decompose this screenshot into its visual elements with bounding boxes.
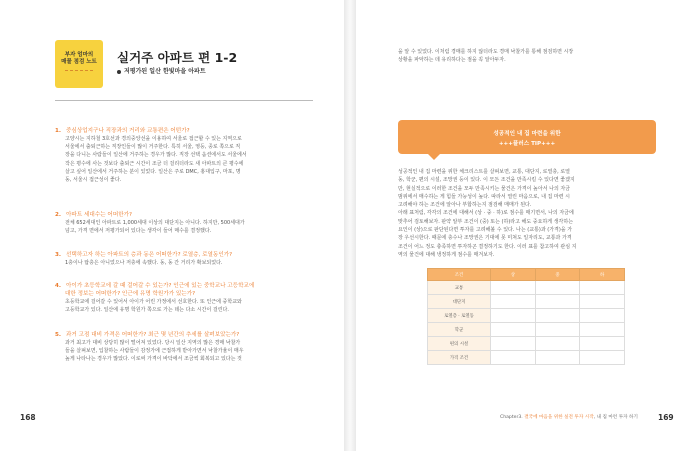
- question-block-4: [55, 282, 315, 314]
- table-row-label: 교통: [428, 281, 491, 295]
- table-row: [428, 323, 625, 337]
- chapter-title: 실거주 아파트 편 1-2: [117, 50, 238, 65]
- table-row-label: 로열층 · 로열동: [428, 309, 491, 323]
- answer-5: 과거 최고가 대비 상당히 많이 떨어져 있었다. 당시 일산 지역의 많은 경매 낙찰가 들을 살펴보면, 입찰하는 사람들이 감정가에 근접하게 받아가면서 낙찰가율이 매우 높게 나타나는 경우가 많았다. 이로써 가격이 바닥에서 조금씩 회복되고 있다는 것: [65, 340, 244, 363]
- badge-dash: [65, 70, 93, 71]
- table-header-cell: 조건: [428, 269, 491, 281]
- table-cell: [535, 309, 580, 323]
- table-row-label: 대단지: [428, 295, 491, 309]
- table-cell: [580, 323, 625, 337]
- answer-3: 1층이나 탑층은 아니었으나 저층에 속했다. 동, 동 간 거리가 확보되었다.: [65, 260, 223, 266]
- table-cell: [491, 281, 536, 295]
- table-row: [428, 337, 625, 351]
- table-cell: [535, 323, 580, 337]
- table-row: [428, 281, 625, 295]
- table-row: [428, 295, 625, 309]
- table-row-label: 편의 시설: [428, 337, 491, 351]
- table-cell: [580, 309, 625, 323]
- condition-table: [427, 268, 625, 365]
- table-row-label: 학군: [428, 323, 491, 337]
- answer-4: 초등학교에 걸어갈 수 있어서 아이가 어린 가정에서 선호한다. 또 인근에 중학교와 고등학교가 있다. 일산에 유명 학원가 쪽으로 가는 데는 다소 시간이 걸린다.: [65, 299, 242, 314]
- question-block-3: [55, 251, 315, 267]
- table-header-row: [428, 269, 625, 281]
- table-header-cell: 중: [535, 269, 580, 281]
- table-cell: [580, 281, 625, 295]
- tip-subtitle: +++플러스 TIP+++: [498, 141, 556, 147]
- badge-line-2: 매물 점검 노트: [61, 59, 97, 65]
- question-block-2: [55, 211, 315, 235]
- table-header-cell: 상: [491, 269, 536, 281]
- chapter-subtitle-text: 저평가된 일산 한빛마을 아파트: [124, 68, 206, 75]
- right-page-number: 169: [658, 413, 674, 422]
- tip-title: 성공적인 내 집 마련을 위한: [493, 131, 561, 137]
- question-1: 1. 중심상업지구나 직장과의 거리와 교통편은 어떤가?: [55, 128, 190, 134]
- badge-line-1: 부자 엄마의: [64, 52, 94, 58]
- left-page-number: 168: [20, 413, 36, 422]
- table-cell: [491, 295, 536, 309]
- table-cell: [580, 337, 625, 351]
- answer-1: 고양시는 지하철 3호선과 경의중앙선을 이용하여 서울로 접근할 수 있는 지역으로 서울에서 출퇴근하는 직장인들이 많이 거주한다. 특히 서울, 영등, 종로 쪽으로 직 장을 다니는 사람들이 일산에 거주하는 경우가 많다. 직장 선택 옵션에서도 서울에서 작은 평수에 사는 것보다 출퇴근 시간이 조금 더 걸리더라도 새 아파트의 큰 평수에 살고 싶어 일산에서 거주하는 분이 있었다. 일산은 주로 DMC, 홍대입구, 마포, 명 동, 서울시 접근성이 좋다.: [65, 136, 247, 184]
- question-4-cont: 대한 정보는 어떠한가? 인근에 유명 학원가가 있는가?: [65, 291, 196, 297]
- chapter-subtitle: [117, 66, 206, 75]
- table-cell: [491, 309, 536, 323]
- table-cell: [535, 295, 580, 309]
- plus-tip-box: [398, 120, 656, 154]
- bullet-icon: [117, 70, 121, 74]
- table-cell: [491, 337, 536, 351]
- question-2: 2. 아파트 세대수는 어떠한가?: [55, 212, 132, 218]
- table-cell: [491, 351, 536, 365]
- table-header-cell: 하: [580, 269, 625, 281]
- table-cell: [535, 351, 580, 365]
- answer-2: 전체 652세대인 아파트로 1,000세대 이상의 대단지는 아니다. 하지만, 500세대가 넘고, 가격 면에서 저평가되어 있다는 생각이 들어 매수를 결정했다.: [65, 220, 245, 235]
- question-3: 3. 선택하고자 하는 아파트의 층과 동은 어떠한가? 로열층, 로열동인가?: [55, 252, 233, 258]
- question-4: 4. 아이가 초등학교에 갈 때 걸어갈 수 있는가? 인근에 있는 중학교나 고등학교에: [55, 283, 255, 289]
- running-footer: Chapter3. 결국에 마음을 위한 실전 투자 시작, 내 집 마련 투자 하기: [500, 415, 638, 420]
- question-block-1: [55, 127, 315, 184]
- table-row: [428, 309, 625, 323]
- tip-pointer: [428, 154, 440, 160]
- table-cell: [580, 295, 625, 309]
- table-cell: [535, 281, 580, 295]
- right-body-text: 성공적인 내 집 마련을 위한 체크리스트를 살펴보면, 교통, 대단지, 로열층, 로열 동, 학군, 편의 시설, 조망권 등이 있다. 이 모든 조건을 만족시킬 수 있다면 좋겠지 만, 현실적으로 이러한 조건을 모두 만족시키는 물건은 가격이 높아서 나의 자금 범위에서 매수하는 게 힘들 가능성이 높다. 따라서 열린 마음으로, 내 집 마련 시 고려해야 하는 조건에 알아나 부합하는지 점검해 매매가 된다. 아래 표처럼, 각각의 조건에 대해서 (상 · 중 · 하)로 점수를 매기면서, 나의 자금에 맞추어 검토해보자. 판약 알부 조건이 (중) 또는 (하)라고 해도 중요하게 생각하는 요인이 (상)으로 판단된다면 투자를 고려해볼 수 있다. 나는 (교통)과 (가격)을 가 장 우선시한다. 때문에 층수나 조망권은 기대에 못 미쳐도 일자리도, 교통과 가격 조건이 어느 정도 충족하면 투자하곤 결정하기도 한다. 이러 표를 참고하여 관심 지 역의 물건에 대해 냉정하게 점수를 매겨보자.: [398, 169, 577, 258]
- title-rule: [55, 100, 313, 101]
- table-row-label: 가격 조건: [428, 351, 491, 365]
- page-gutter: [344, 0, 356, 451]
- table-row: [428, 351, 625, 365]
- notebook-badge: [55, 40, 103, 88]
- table-cell: [491, 323, 536, 337]
- question-block-5: [55, 331, 315, 364]
- question-5: 5. 과거 고점 대비 가격은 어떠한가? 최근 몇 년간의 추세를 살펴보았는가?: [55, 332, 240, 338]
- table-cell: [580, 351, 625, 365]
- right-intro-text: 을 알 수 있었다. 이처럼 경매를 하지 않더라도 경매 낙찰가를 통해 점검하면 시장 상황을 파악하는 데 유리하다는 점을 꼭 알아두자.: [398, 49, 574, 64]
- table-cell: [535, 337, 580, 351]
